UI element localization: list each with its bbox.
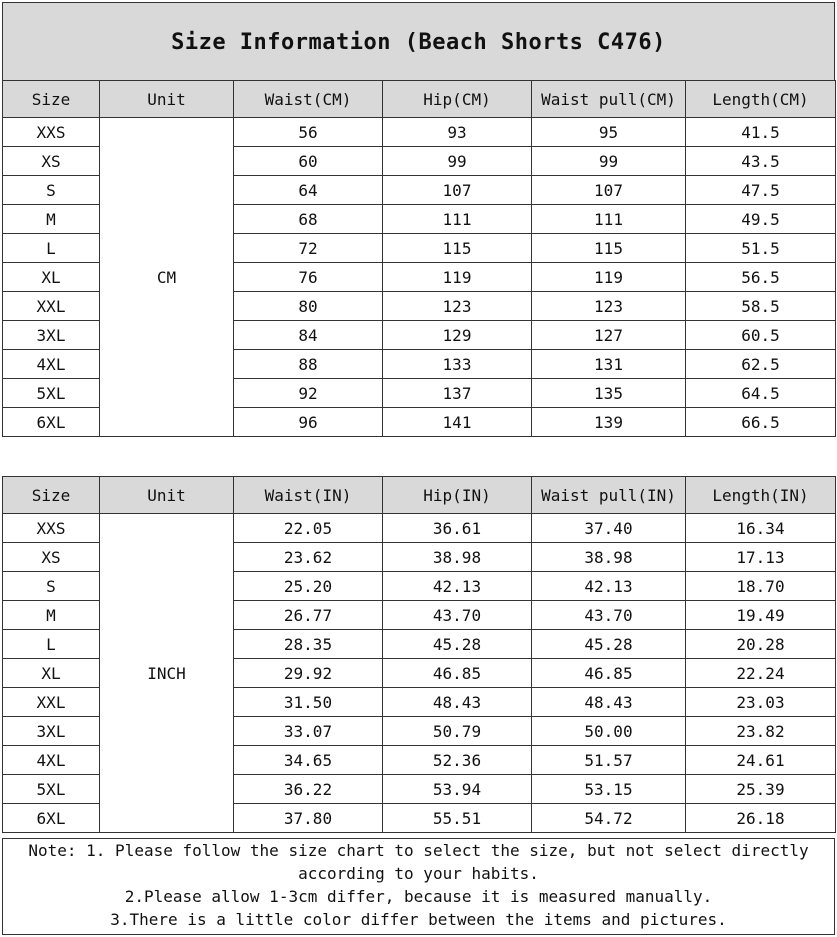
hip-cell: 99 [383,147,532,176]
note-line-4: 3.There is a little color differ between the items and pictures. [110,910,727,929]
waist-pull-cell: 42.13 [532,572,686,601]
length-cell: 56.5 [686,263,836,292]
note-line-2: according to your habits. [298,864,539,883]
size-cell: XL [3,263,100,292]
waist-cell: 23.62 [234,543,383,572]
hip-cell: 123 [383,292,532,321]
waist-pull-cell: 135 [532,379,686,408]
length-cell: 49.5 [686,205,836,234]
length-cell: 19.49 [686,601,836,630]
waist-pull-cell: 123 [532,292,686,321]
waist-pull-cell: 38.98 [532,543,686,572]
header-waist-pull: Waist pull(IN) [532,477,686,514]
table-header-row [3,477,836,514]
waist-cell: 22.05 [234,514,383,543]
length-cell: 43.5 [686,147,836,176]
title-table [2,2,835,82]
size-cell: 4XL [3,746,100,775]
waist-cell: 80 [234,292,383,321]
size-cell: M [3,601,100,630]
length-cell: 41.5 [686,118,836,147]
waist-cell: 72 [234,234,383,263]
size-cell: 3XL [3,321,100,350]
size-cell: XXL [3,688,100,717]
size-cell: 6XL [3,804,100,833]
length-cell: 24.61 [686,746,836,775]
hip-cell: 38.98 [383,543,532,572]
waist-pull-cell: 51.57 [532,746,686,775]
waist-cell: 64 [234,176,383,205]
length-cell: 23.82 [686,717,836,746]
length-cell: 22.24 [686,659,836,688]
hip-cell: 133 [383,350,532,379]
waist-cell: 37.80 [234,804,383,833]
waist-pull-cell: 115 [532,234,686,263]
waist-cell: 36.22 [234,775,383,804]
header-hip: Hip(CM) [383,81,532,118]
waist-pull-cell: 107 [532,176,686,205]
waist-pull-cell: 99 [532,147,686,176]
size-cell: XXS [3,514,100,543]
header-unit: Unit [100,81,234,118]
length-cell: 16.34 [686,514,836,543]
hip-cell: 46.85 [383,659,532,688]
notes-box [2,838,835,935]
waist-pull-cell: 37.40 [532,514,686,543]
waist-pull-cell: 111 [532,205,686,234]
unit-cell: CM [100,118,234,437]
table-row [3,514,836,543]
waist-cell: 76 [234,263,383,292]
size-cell: 4XL [3,350,100,379]
header-hip: Hip(IN) [383,477,532,514]
length-cell: 20.28 [686,630,836,659]
hip-cell: 36.61 [383,514,532,543]
size-cell: XL [3,659,100,688]
hip-cell: 52.36 [383,746,532,775]
waist-cell: 25.20 [234,572,383,601]
waist-cell: 31.50 [234,688,383,717]
size-cell: 5XL [3,775,100,804]
hip-cell: 55.51 [383,804,532,833]
waist-cell: 88 [234,350,383,379]
waist-cell: 33.07 [234,717,383,746]
header-length: Length(CM) [686,81,836,118]
table-row [3,118,836,147]
waist-cell: 84 [234,321,383,350]
hip-cell: 48.43 [383,688,532,717]
waist-pull-cell: 46.85 [532,659,686,688]
size-cell: 6XL [3,408,100,437]
waist-cell: 56 [234,118,383,147]
hip-cell: 115 [383,234,532,263]
note-line-1: Note: 1. Please follow the size chart to select the size, but not select directly [28,841,809,860]
waist-cell: 68 [234,205,383,234]
hip-cell: 93 [383,118,532,147]
header-waist: Waist(CM) [234,81,383,118]
size-cell: S [3,176,100,205]
waist-pull-cell: 48.43 [532,688,686,717]
size-cell: XS [3,543,100,572]
header-waist-pull: Waist pull(CM) [532,81,686,118]
hip-cell: 141 [383,408,532,437]
size-cell: XS [3,147,100,176]
hip-cell: 50.79 [383,717,532,746]
hip-cell: 43.70 [383,601,532,630]
length-cell: 25.39 [686,775,836,804]
size-table-cm [2,80,836,437]
hip-cell: 107 [383,176,532,205]
header-unit: Unit [100,477,234,514]
length-cell: 51.5 [686,234,836,263]
waist-cell: 60 [234,147,383,176]
header-length: Length(IN) [686,477,836,514]
waist-pull-cell: 50.00 [532,717,686,746]
waist-pull-cell: 53.15 [532,775,686,804]
length-cell: 23.03 [686,688,836,717]
hip-cell: 119 [383,263,532,292]
size-cell: M [3,205,100,234]
size-cell: L [3,234,100,263]
hip-cell: 53.94 [383,775,532,804]
header-waist: Waist(IN) [234,477,383,514]
waist-cell: 29.92 [234,659,383,688]
length-cell: 17.13 [686,543,836,572]
waist-cell: 92 [234,379,383,408]
unit-cell: INCH [100,514,234,833]
waist-cell: 28.35 [234,630,383,659]
size-cell: XXS [3,118,100,147]
note-line-3: 2.Please allow 1-3cm differ, because it is measured manually. [124,887,713,906]
waist-pull-cell: 127 [532,321,686,350]
size-cell: 3XL [3,717,100,746]
size-cell: S [3,572,100,601]
size-cell: L [3,630,100,659]
hip-cell: 45.28 [383,630,532,659]
size-table-inch [2,476,836,833]
size-cell: 5XL [3,379,100,408]
size-cell: XXL [3,292,100,321]
length-cell: 18.70 [686,572,836,601]
waist-cell: 34.65 [234,746,383,775]
hip-cell: 111 [383,205,532,234]
length-cell: 58.5 [686,292,836,321]
length-cell: 62.5 [686,350,836,379]
waist-pull-cell: 95 [532,118,686,147]
waist-cell: 26.77 [234,601,383,630]
waist-pull-cell: 119 [532,263,686,292]
table-header-row [3,81,836,118]
header-size: Size [3,477,100,514]
header-size: Size [3,81,100,118]
hip-cell: 42.13 [383,572,532,601]
page-title: Size Information (Beach Shorts C476) [3,3,835,82]
waist-pull-cell: 45.28 [532,630,686,659]
waist-cell: 96 [234,408,383,437]
waist-pull-cell: 131 [532,350,686,379]
waist-pull-cell: 43.70 [532,601,686,630]
hip-cell: 137 [383,379,532,408]
length-cell: 64.5 [686,379,836,408]
length-cell: 60.5 [686,321,836,350]
length-cell: 66.5 [686,408,836,437]
hip-cell: 129 [383,321,532,350]
waist-pull-cell: 139 [532,408,686,437]
waist-pull-cell: 54.72 [532,804,686,833]
length-cell: 26.18 [686,804,836,833]
length-cell: 47.5 [686,176,836,205]
